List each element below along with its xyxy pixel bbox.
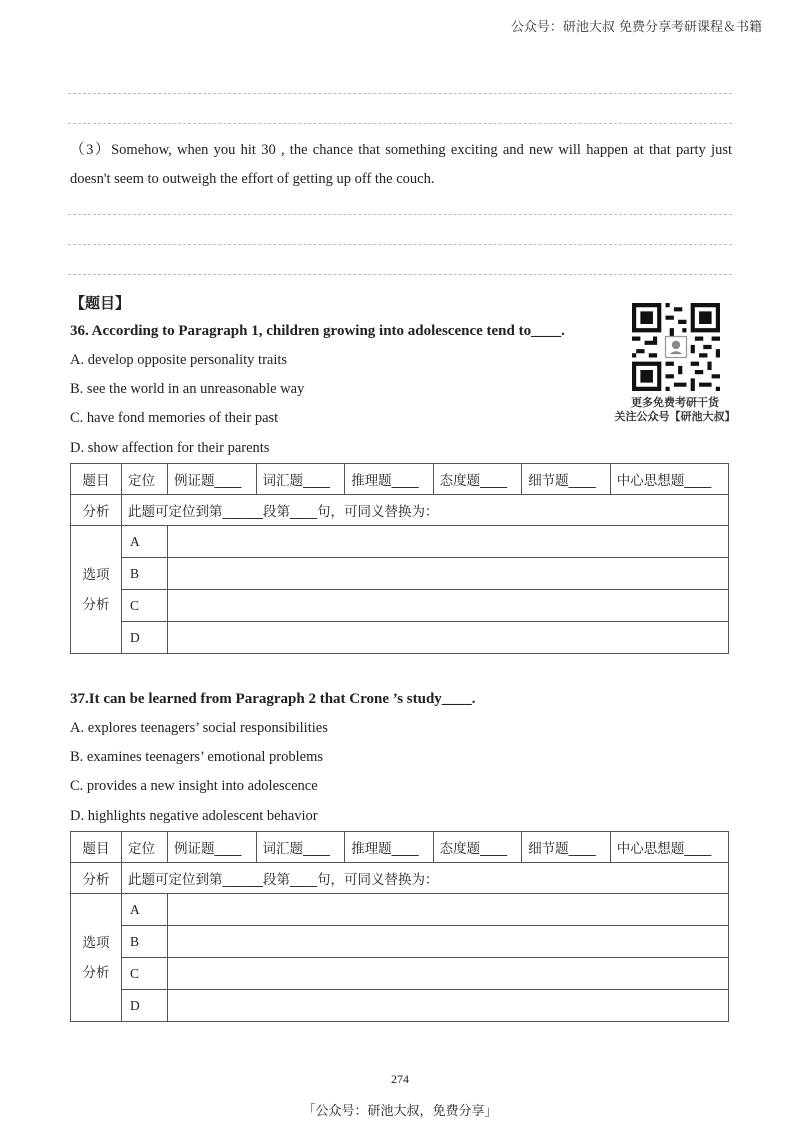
answer-line: [68, 244, 732, 245]
answer-line: [68, 214, 732, 215]
type-example: 例证题____: [168, 464, 257, 495]
type-main-idea: 中心思想题____: [610, 832, 728, 863]
row-label: 分析: [71, 495, 122, 526]
option-analysis-cell[interactable]: [168, 558, 729, 590]
page-header: 公众号：研池大叔 免费分享考研课程＆书籍: [510, 20, 762, 35]
answer-line: [68, 274, 732, 275]
sentence-3: （3）Somehow, when you hit 30 , the chance that something exciting and new will happen at that party just doesn't seem to outweigh the effort of getting up off the couch.: [70, 142, 732, 187]
answer-line: [68, 93, 732, 94]
option-letter: C: [122, 590, 168, 622]
option-letter: A: [122, 526, 168, 558]
type-attitude: 态度题____: [433, 832, 522, 863]
section-label: 【题目】: [70, 294, 131, 312]
option-analysis-label: 选项 分析: [71, 526, 122, 654]
row-label: 题目: [71, 832, 122, 863]
type-detail: 细节题____: [522, 832, 611, 863]
question-36-analysis-table: [70, 463, 729, 654]
option-analysis-cell[interactable]: [168, 590, 729, 622]
option-letter: D: [122, 990, 168, 1022]
question-36-option-c: C. have fond memories of their past: [70, 410, 279, 426]
row-label: 分析: [71, 863, 122, 894]
question-37-option-c: C. provides a new insight into adolescence: [70, 778, 318, 794]
type-vocab: 词汇题____: [256, 832, 345, 863]
qr-caption: 更多免费考研干货 关注公众号【研池大叔】: [614, 396, 736, 423]
option-analysis-cell[interactable]: [168, 990, 729, 1022]
question-37-option-d: D. highlights negative adolescent behavior: [70, 808, 318, 824]
page-number: 274: [391, 1072, 409, 1086]
type-detail: 细节题____: [522, 464, 611, 495]
option-analysis-cell[interactable]: [168, 622, 729, 654]
type-main-idea: 中心思想题____: [610, 464, 728, 495]
question-36-option-d: D. show affection for their parents: [70, 440, 270, 456]
answer-line: [68, 123, 732, 124]
type-inference: 推理题____: [345, 464, 434, 495]
option-analysis-cell[interactable]: [168, 958, 729, 990]
type-inference: 推理题____: [345, 832, 434, 863]
type-example: 例证题____: [168, 832, 257, 863]
option-analysis-cell[interactable]: [168, 526, 729, 558]
footer-note: 「公众号：研池大叔，免费分享」: [302, 1104, 498, 1119]
option-letter: B: [122, 558, 168, 590]
option-letter: A: [122, 894, 168, 926]
option-letter: B: [122, 926, 168, 958]
question-37-option-b: B. examines teenagers’ emotional problems: [70, 749, 323, 765]
option-letter: C: [122, 958, 168, 990]
question-36-option-b: B. see the world in an unreasonable way: [70, 381, 305, 397]
option-analysis-cell[interactable]: [168, 926, 729, 958]
qr-code-icon: [632, 303, 720, 391]
question-36-option-a: A. develop opposite personality traits: [70, 352, 288, 368]
type-locate: 定位: [122, 464, 168, 495]
question-37-stem: 37.It can be learned from Paragraph 2 that Crone ’s study____.: [70, 691, 476, 707]
locate-text: 此题可定位到第______段第____句，可同义替换为：: [122, 863, 729, 894]
option-letter: D: [122, 622, 168, 654]
type-locate: 定位: [122, 832, 168, 863]
locate-text: 此题可定位到第______段第____句，可同义替换为：: [122, 495, 729, 526]
option-analysis-label: 选项 分析: [71, 894, 122, 1022]
row-label: 题目: [71, 464, 122, 495]
question-37-option-a: A. explores teenagers’ social responsibilities: [70, 720, 328, 736]
option-analysis-cell[interactable]: [168, 894, 729, 926]
type-attitude: 态度题____: [433, 464, 522, 495]
question-37-analysis-table: [70, 831, 729, 1022]
type-vocab: 词汇题____: [256, 464, 345, 495]
question-36-stem: 36. According to Paragraph 1, children growing into adolescence tend to____.: [70, 323, 565, 339]
